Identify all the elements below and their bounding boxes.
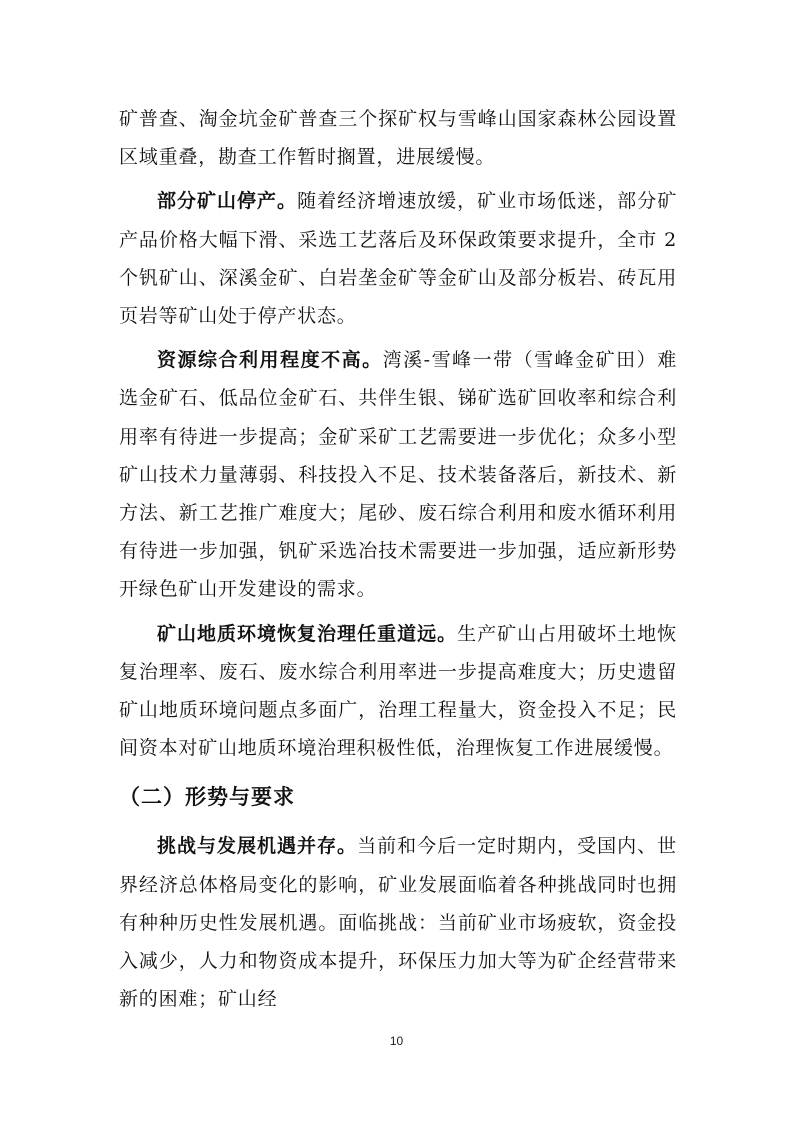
paragraph-environment-restoration [119, 615, 677, 768]
paragraph-lead: 部分矿山停产。 [157, 190, 298, 213]
paragraph-text: 湾溪-雪峰一带（雪峰金矿田）难选金矿石、低品位金矿石、共伴生银、锑矿选矿回收率和综合利用率有待进一步提高；金矿采矿工艺需要进一步优化；众多小型矿山技术力量薄弱、科技投入不足、技术装备落后，新技术、新方法、新工艺推广难度大；尾砂、废石综合利用和废水循环利用有待进一步加强，钒矿采选冶技术需要进一步加强，适应新形势开绿色矿山开发建设的需求。 [119, 349, 677, 601]
paragraph-continuation [119, 100, 677, 176]
paragraph-lead: 挑战与发展机遇并存。 [157, 835, 358, 858]
page-number: 10 [389, 1034, 404, 1048]
body-text [119, 100, 677, 1024]
paragraph-text: 随着经济增速放缓，矿业市场低迷，部分矿产品价格大幅下滑、采选工艺落后及环保政策要求提升，全市 2 个钒矿山、深溪金矿、白岩垄金矿等金矿山及部分板岩、砖瓦用页岩等矿山处于停产状态。 [119, 190, 677, 328]
paragraph-resource-utilization [119, 341, 677, 608]
paragraph-lead: 矿山地质环境恢复治理任重道远。 [157, 622, 458, 645]
paragraph-text: 当前和今后一定时期内，受国内、世界经济总体格局变化的影响，矿业发展面临着各种挑战同时也拥有种种历史性发展机遇。面临挑战：当前矿业市场疲软，资金投入减少，人力和物资成本提升，环保压力加大等为矿企经营带来新的困难；矿山经 [119, 835, 677, 1011]
paragraph-text: 矿普查、淘金坑金矿普查三个探矿权与雪峰山国家森林公园设置区域重叠，勘查工作暂时搁置，进展缓慢。 [119, 108, 677, 169]
section-heading: （二）形势与要求 [119, 785, 295, 810]
paragraph-mine-shutdown [119, 182, 677, 335]
paragraph-challenges-opportunities [119, 827, 677, 1018]
paragraph-text: 生产矿山占用破坏土地恢复治理率、废石、废水综合利用率进一步提高难度大；历史遗留矿山地质环境问题点多面广，治理工程量大，资金投入不足；民间资本对矿山地质环境治理积极性低，治理恢复工作进展缓慢。 [119, 622, 677, 760]
paragraph-lead: 资源综合利用程度不高。 [157, 349, 383, 372]
